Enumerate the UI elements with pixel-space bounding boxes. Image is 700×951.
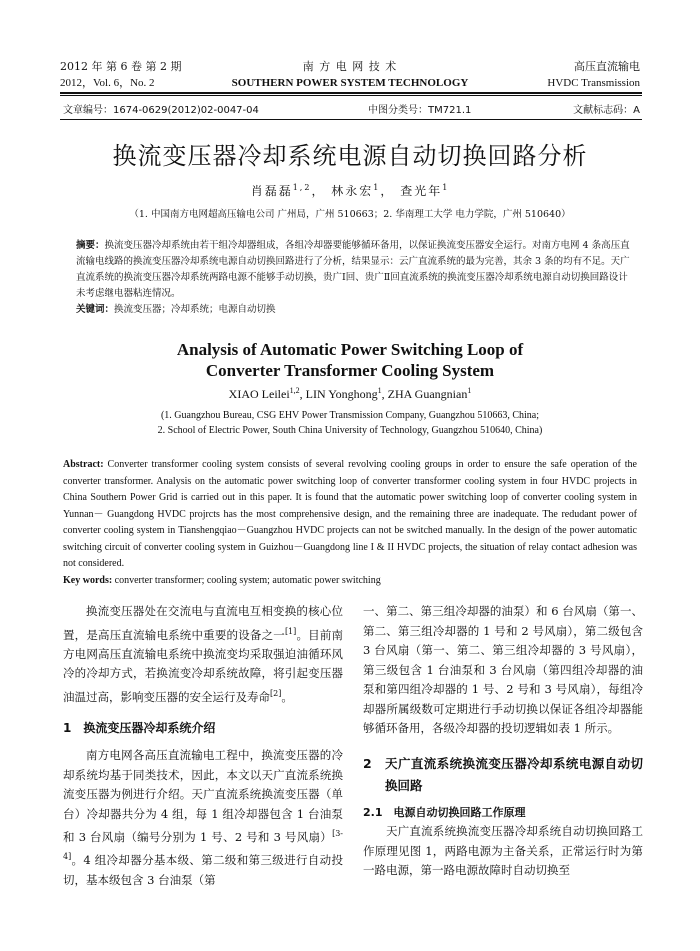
citation-ref: [2] <box>270 688 282 698</box>
author-3-affil-en: 1 <box>467 386 472 395</box>
body-column-right <box>363 602 643 881</box>
abstract-label-cn: 摘要： <box>76 240 105 251</box>
page-title-cn: 换流变压器冷却系统电源自动切换回路分析 <box>112 142 588 170</box>
author-3-cn: 查光年 <box>400 184 443 198</box>
author-3-affil-cn: 1 <box>442 183 450 192</box>
meta-rule <box>60 119 642 120</box>
section-1-paragraph: 南方电网各高压直流输电工程中，换流变压器的冷却系统均基于同类技术，因此，本文以天广直流系统换流变压器为例进行介绍。天广直流系统换流变压器（单台）冷却器共分为 4 组，每 1 组冷却器包含 1 台油泵和 3 台风扇（编号分别为 1 号、2 号和 3 号风扇）[3-4]。4 组冷却器分基本级、第二级和第三级进行自动投切，基本级包含 3 台油泵（第 <box>63 748 343 887</box>
affiliations-cn: （1. 中国南方电网超高压输电公司 广州局，广州 510663；2. 华南理工大学 电力学院，广州 510640） <box>129 209 571 220</box>
title-en-line-1: Analysis of Automatic Power Switching Loop of <box>176 340 524 359</box>
author-2-affil-cn: 1 <box>373 183 381 192</box>
author-2-en: , LIN Yonghong <box>299 387 378 401</box>
section-name-cn: 高压直流输电 <box>574 60 640 73</box>
author-1-cn: 肖磊磊 <box>250 184 293 198</box>
section-1-heading: 1 换流变压器冷却系统介绍 <box>63 721 216 736</box>
journal-issue-en: 2012，Vol. 6，No. 2 <box>60 77 155 89</box>
journal-name-cn: 南 方 电 网 技 术 <box>302 60 398 73</box>
article-number: 文章编号：1674-0629(2012)02-0047-04 <box>63 105 259 116</box>
section-name-en: HVDC Transmission <box>547 77 640 89</box>
abstract-label-en: Abstract: <box>63 459 104 470</box>
document-code: 文献标志码：A <box>573 105 640 116</box>
affiliation-en-2: 2. School of Electric Power, South China University of Technology, Guangzhou 510640, China) <box>157 425 543 436</box>
header-rule-bottom <box>60 95 642 96</box>
authors-en <box>0 386 700 402</box>
page-title-en <box>0 339 700 381</box>
abstract-text-en: Converter transformer cooling system consists of several revolving cooling groups in order to ensure the safe operation of the converter transformer. Analysis on the automatic power switching loop of converter transformer cooling system in four HVDC projects in China Southern Power Grid is carried out in this paper. It is found that the automatic power switching loop of converter cooling system in Yunnan－ Guangdong HVDC projrcts has the most comprehensive design, and the remaining three are inadequate. The redudant power of converter cooling system in Tianshengqiao－Guangzhou HVDC projects can not be switched manually. In the design of the power automatic switching circuit of converter cooling system in Guizhou－Guangdong line I & II HVDC projects, the situation of relay contact adhesion was not considered. <box>63 459 637 569</box>
affiliation-en-1: (1. Guangzhou Bureau, CSG EHV Power Transmission Company, Guangzhou 510663, China; <box>160 410 540 421</box>
header-rule-top <box>60 92 642 94</box>
intro-paragraph: 换流变压器处在交流电与直流电互相变换的核心位置，是高压直流输电系统中重要的设备之一[1]。目前南方电网高压直流输电系统中换流变均采取强迫油循环风冷的冷却方式，若换流变冷却系统故障，将引起变压器油温过高，影响变压器的安全运行及寿命[2]。 <box>63 604 344 704</box>
author-3-en: , ZHA Guangnian <box>381 387 468 401</box>
citation-ref: [3-4] <box>63 829 343 862</box>
body-column-left <box>63 602 343 890</box>
classification-number: 中图分类号：TM721.1 <box>368 105 472 116</box>
author-1-affil-cn: 1,2 <box>292 183 312 192</box>
title-en-line-2: Converter Transformer Cooling System <box>205 361 495 380</box>
keywords-label-en: Key words: <box>63 574 113 586</box>
author-1-affil-en: 1,2 <box>289 386 300 395</box>
section-2-1-heading: 2.1 电源自动切换回路工作原理 <box>363 805 526 819</box>
abstract-en <box>63 457 637 589</box>
abstract-text-cn: 换流变压器冷却系统由若干组冷却器组成，各组冷却器要能够循环备用，以保证换流变压器安全运行。对南方电网 4 条高压直流输电线路的换流变压器冷却系统电源自动切换回路进行了分析，结果显示：云广直流系统的最为完善，其余 3 条的均有不足。天广直流系统的换流变压器冷却系统两路电源不能够手动切换，贵广Ⅰ回、贵广Ⅱ回直流系统的换流变压器冷却系统电源自动切换回路设计未考虑继电器粘连情况。 <box>76 240 630 299</box>
affiliations-en <box>0 408 700 438</box>
journal-name-en: SOUTHERN POWER SYSTEM TECHNOLOGY <box>231 77 469 89</box>
keywords-en: converter transformer; cooling system; automatic power switching <box>112 574 381 586</box>
section-2-heading: 2 天广直流系统换流变压器冷却系统电源自动切换回路 <box>363 755 643 793</box>
abstract-cn <box>76 238 630 318</box>
journal-issue-cn: 2012 年 第 6 卷 第 2 期 <box>60 60 182 73</box>
keywords-label-cn: 关键词： <box>76 304 115 315</box>
section-1-paragraph-cont: 一、第二、第三组冷却器的油泵）和 6 台风扇（第一、第二、第三组冷却器的 1 号和 2 号风扇），第二级包含 3 台风扇（第一、第二、第三组冷却器的 3 号风扇），第三级包含 1 台油泵和 3 台风扇（第四组冷却器的油泵和第四组冷却器的 1 号、2 号和 3 号风扇），每组冷却器所属级数可定期进行手动切换以保证各组冷却器能够循环备用，各级冷却器的投切逻辑如表 1 所示。 <box>363 604 643 735</box>
citation-ref: [1] <box>284 626 297 636</box>
authors-cn: 肖磊磊$^{1,2}$， 林永宏$^1$， 查光年$^1$ <box>250 183 450 198</box>
keywords-cn: 换流变压器；冷却系统；电源自动切换 <box>114 304 276 315</box>
section-2-1-paragraph: 天广直流系统换流变压器冷却系统自动切换回路工作原理见图 1，两路电源为主备关系，正常运行时为第一路电源，第一路电源故障时自动切换至 <box>363 824 643 877</box>
author-2-affil-en: 1 <box>377 386 382 395</box>
author-2-cn: 林永宏 <box>331 184 374 198</box>
author-1-en: XIAO Leilei <box>228 387 290 401</box>
